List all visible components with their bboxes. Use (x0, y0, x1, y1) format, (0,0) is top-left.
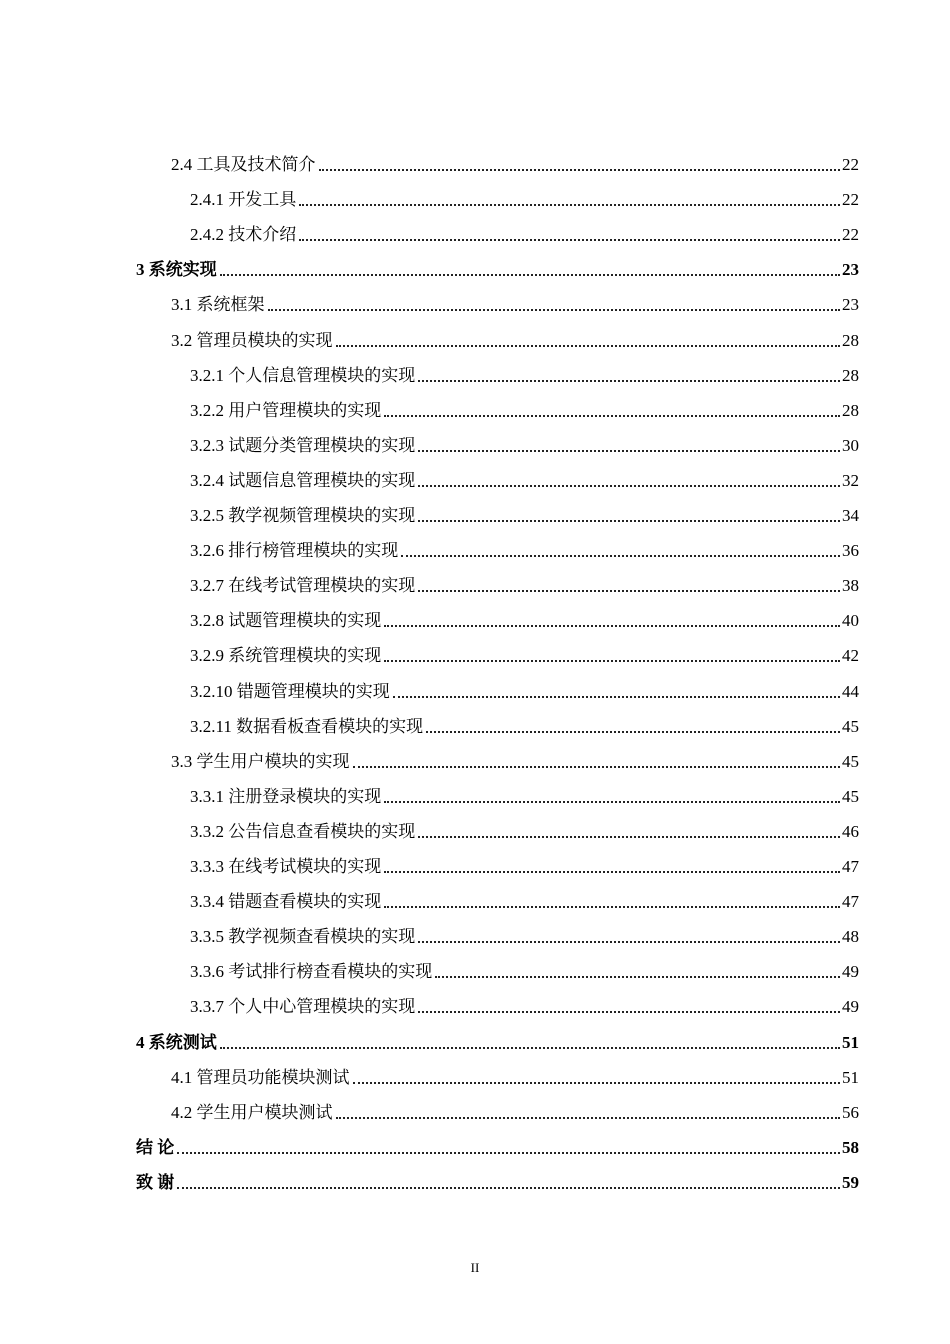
dot-leader (418, 520, 840, 522)
toc-entry-title: 3.2.2 用户管理模块的实现 (190, 400, 382, 420)
toc-entry-title: 3.2.6 排行榜管理模块的实现 (190, 541, 399, 561)
toc-entry-page: 36 (842, 541, 859, 561)
toc-entry[interactable] (190, 667, 859, 702)
dot-leader (299, 239, 840, 241)
toc-entry-title: 3.2.9 系统管理模块的实现 (190, 646, 382, 666)
toc-entry-title: 3.2.7 在线考试管理模块的实现 (190, 576, 416, 596)
toc-entry-page: 45 (842, 716, 859, 736)
toc-entry[interactable] (136, 245, 859, 280)
toc-entry-page: 23 (842, 295, 859, 315)
dot-leader (384, 801, 840, 803)
toc-entry[interactable] (171, 737, 859, 772)
toc-entry-page: 22 (842, 190, 859, 210)
toc-entry[interactable] (171, 316, 859, 351)
toc-entry[interactable] (190, 561, 859, 596)
toc-entry-page: 59 (842, 1172, 859, 1192)
dot-leader (418, 450, 840, 452)
toc-entry-page: 47 (842, 857, 859, 876)
toc-entry-title: 3.3.1 注册登录模块的实现 (190, 786, 382, 806)
dot-leader (418, 941, 840, 943)
toc-entry-title: 致 谢 (136, 1172, 175, 1192)
toc-entry-title: 3.2.11 数据看板查看模块的实现 (190, 716, 424, 736)
dot-leader (384, 625, 840, 627)
toc-entry-title: 3.2.1 个人信息管理模块的实现 (190, 365, 416, 385)
dot-leader (353, 766, 841, 768)
toc-entry-page: 40 (842, 611, 859, 631)
toc-entry[interactable] (190, 947, 859, 982)
toc-entry[interactable] (190, 210, 859, 245)
toc-entry-title: 结 论 (136, 1137, 175, 1157)
dot-leader (384, 871, 840, 873)
dot-leader (353, 1082, 841, 1084)
toc-entry-title: 2.4 工具及技术简介 (171, 155, 316, 174)
toc-entry-title: 3.2.8 试题管理模块的实现 (190, 611, 382, 631)
toc-entry-title: 3.2 管理员模块的实现 (171, 330, 333, 350)
toc-entry[interactable] (190, 175, 859, 210)
toc-entry-page: 45 (842, 751, 859, 771)
toc-entry-page: 32 (842, 470, 859, 490)
toc-entry-page: 42 (842, 646, 859, 666)
toc-entry[interactable] (136, 1123, 859, 1158)
toc-entry[interactable] (190, 631, 859, 666)
toc-entry-title: 3.1 系统框架 (171, 295, 265, 315)
dot-leader (384, 660, 840, 662)
dot-leader (319, 169, 841, 171)
toc-entry[interactable] (171, 1053, 859, 1088)
toc-entry-title: 4.1 管理员功能模块测试 (171, 1067, 350, 1087)
toc-entry[interactable] (190, 386, 859, 421)
dot-leader (299, 204, 840, 206)
toc-entry[interactable] (190, 877, 859, 912)
toc-entry-page: 51 (842, 1032, 859, 1052)
toc-entry-title: 3.3.4 错题查看模块的实现 (190, 892, 382, 912)
toc-entry[interactable] (136, 1018, 859, 1053)
dot-leader (418, 836, 840, 838)
toc-entry[interactable] (190, 526, 859, 561)
toc-entry-page: 23 (842, 260, 859, 280)
toc-entry-title: 3.3.3 在线考试模块的实现 (190, 857, 382, 876)
dot-leader (418, 590, 840, 592)
toc-entry-title: 3.3.2 公告信息查看模块的实现 (190, 821, 416, 841)
toc-entry-page: 28 (842, 400, 859, 420)
toc-entry-title: 4.2 学生用户模块测试 (171, 1102, 333, 1122)
toc-entry-page: 49 (842, 962, 859, 982)
toc-entry-page: 56 (842, 1102, 859, 1122)
toc-entry[interactable] (171, 140, 859, 175)
dot-leader (220, 274, 840, 276)
dot-leader (426, 731, 840, 733)
dot-leader (220, 1047, 840, 1049)
toc-entry[interactable] (190, 456, 859, 491)
dot-leader (418, 1011, 840, 1013)
toc-entry-page: 28 (842, 330, 859, 350)
toc-entry-page: 22 (842, 155, 859, 174)
toc-entry[interactable] (190, 842, 859, 877)
toc-entry-title: 2.4.1 开发工具 (190, 190, 297, 210)
toc-entry-page: 45 (842, 786, 859, 806)
dot-leader (177, 1152, 840, 1154)
toc-entry[interactable] (190, 421, 859, 456)
toc-entry-page: 22 (842, 225, 859, 245)
dot-leader (435, 976, 840, 978)
dot-leader (384, 415, 840, 417)
toc-entry[interactable] (190, 491, 859, 526)
toc-entry-title: 3.3 学生用户模块的实现 (171, 751, 350, 771)
toc-entry-title: 3.2.5 教学视频管理模块的实现 (190, 506, 416, 525)
toc-entry-title: 3.2.10 错题管理模块的实现 (190, 681, 390, 701)
dot-leader (418, 485, 840, 487)
toc-entry[interactable] (171, 1088, 859, 1123)
dot-leader (177, 1187, 840, 1189)
toc-entry-page: 47 (842, 892, 859, 912)
dot-leader (268, 309, 841, 311)
toc-entry-title: 4 系统测试 (136, 1032, 217, 1052)
toc-entry-title: 3.2.3 试题分类管理模块的实现 (190, 435, 416, 455)
toc-entry-page: 38 (842, 576, 859, 596)
dot-leader (401, 555, 840, 557)
toc-entry-page: 51 (842, 1067, 859, 1087)
toc-entry[interactable] (136, 1158, 859, 1193)
toc-entry-title: 3.3.5 教学视频查看模块的实现 (190, 927, 416, 947)
toc-entry-title: 3 系统实现 (136, 260, 217, 280)
dot-leader (418, 380, 840, 382)
toc-entry-page: 46 (842, 821, 859, 841)
toc-entry[interactable] (190, 702, 859, 737)
dot-leader (336, 345, 841, 347)
toc-entry-page: 34 (842, 506, 859, 525)
toc-entry-page: 44 (842, 681, 859, 701)
toc-entry-page: 58 (842, 1137, 859, 1157)
toc-entry-page: 28 (842, 365, 859, 385)
dot-leader (336, 1117, 841, 1119)
toc-entry-title: 3.3.7 个人中心管理模块的实现 (190, 997, 416, 1017)
toc-entry-title: 3.2.4 试题信息管理模块的实现 (190, 470, 416, 490)
toc-entry[interactable] (190, 912, 859, 947)
toc-entry-page: 30 (842, 435, 859, 455)
toc-entry-page: 48 (842, 927, 859, 947)
toc-entry[interactable] (190, 807, 859, 842)
toc-entry-page: 49 (842, 997, 859, 1017)
toc-entry[interactable] (190, 982, 859, 1017)
page-number: II (470, 1260, 480, 1275)
dot-leader (384, 906, 840, 908)
toc-entry[interactable] (190, 596, 859, 631)
dot-leader (393, 696, 840, 698)
toc-entry-title: 2.4.2 技术介绍 (190, 225, 297, 245)
toc-entry[interactable] (171, 280, 859, 315)
toc-entry-title: 3.3.6 考试排行榜查看模块的实现 (190, 962, 433, 982)
toc-entry[interactable] (190, 772, 859, 807)
toc-entry[interactable] (190, 351, 859, 386)
